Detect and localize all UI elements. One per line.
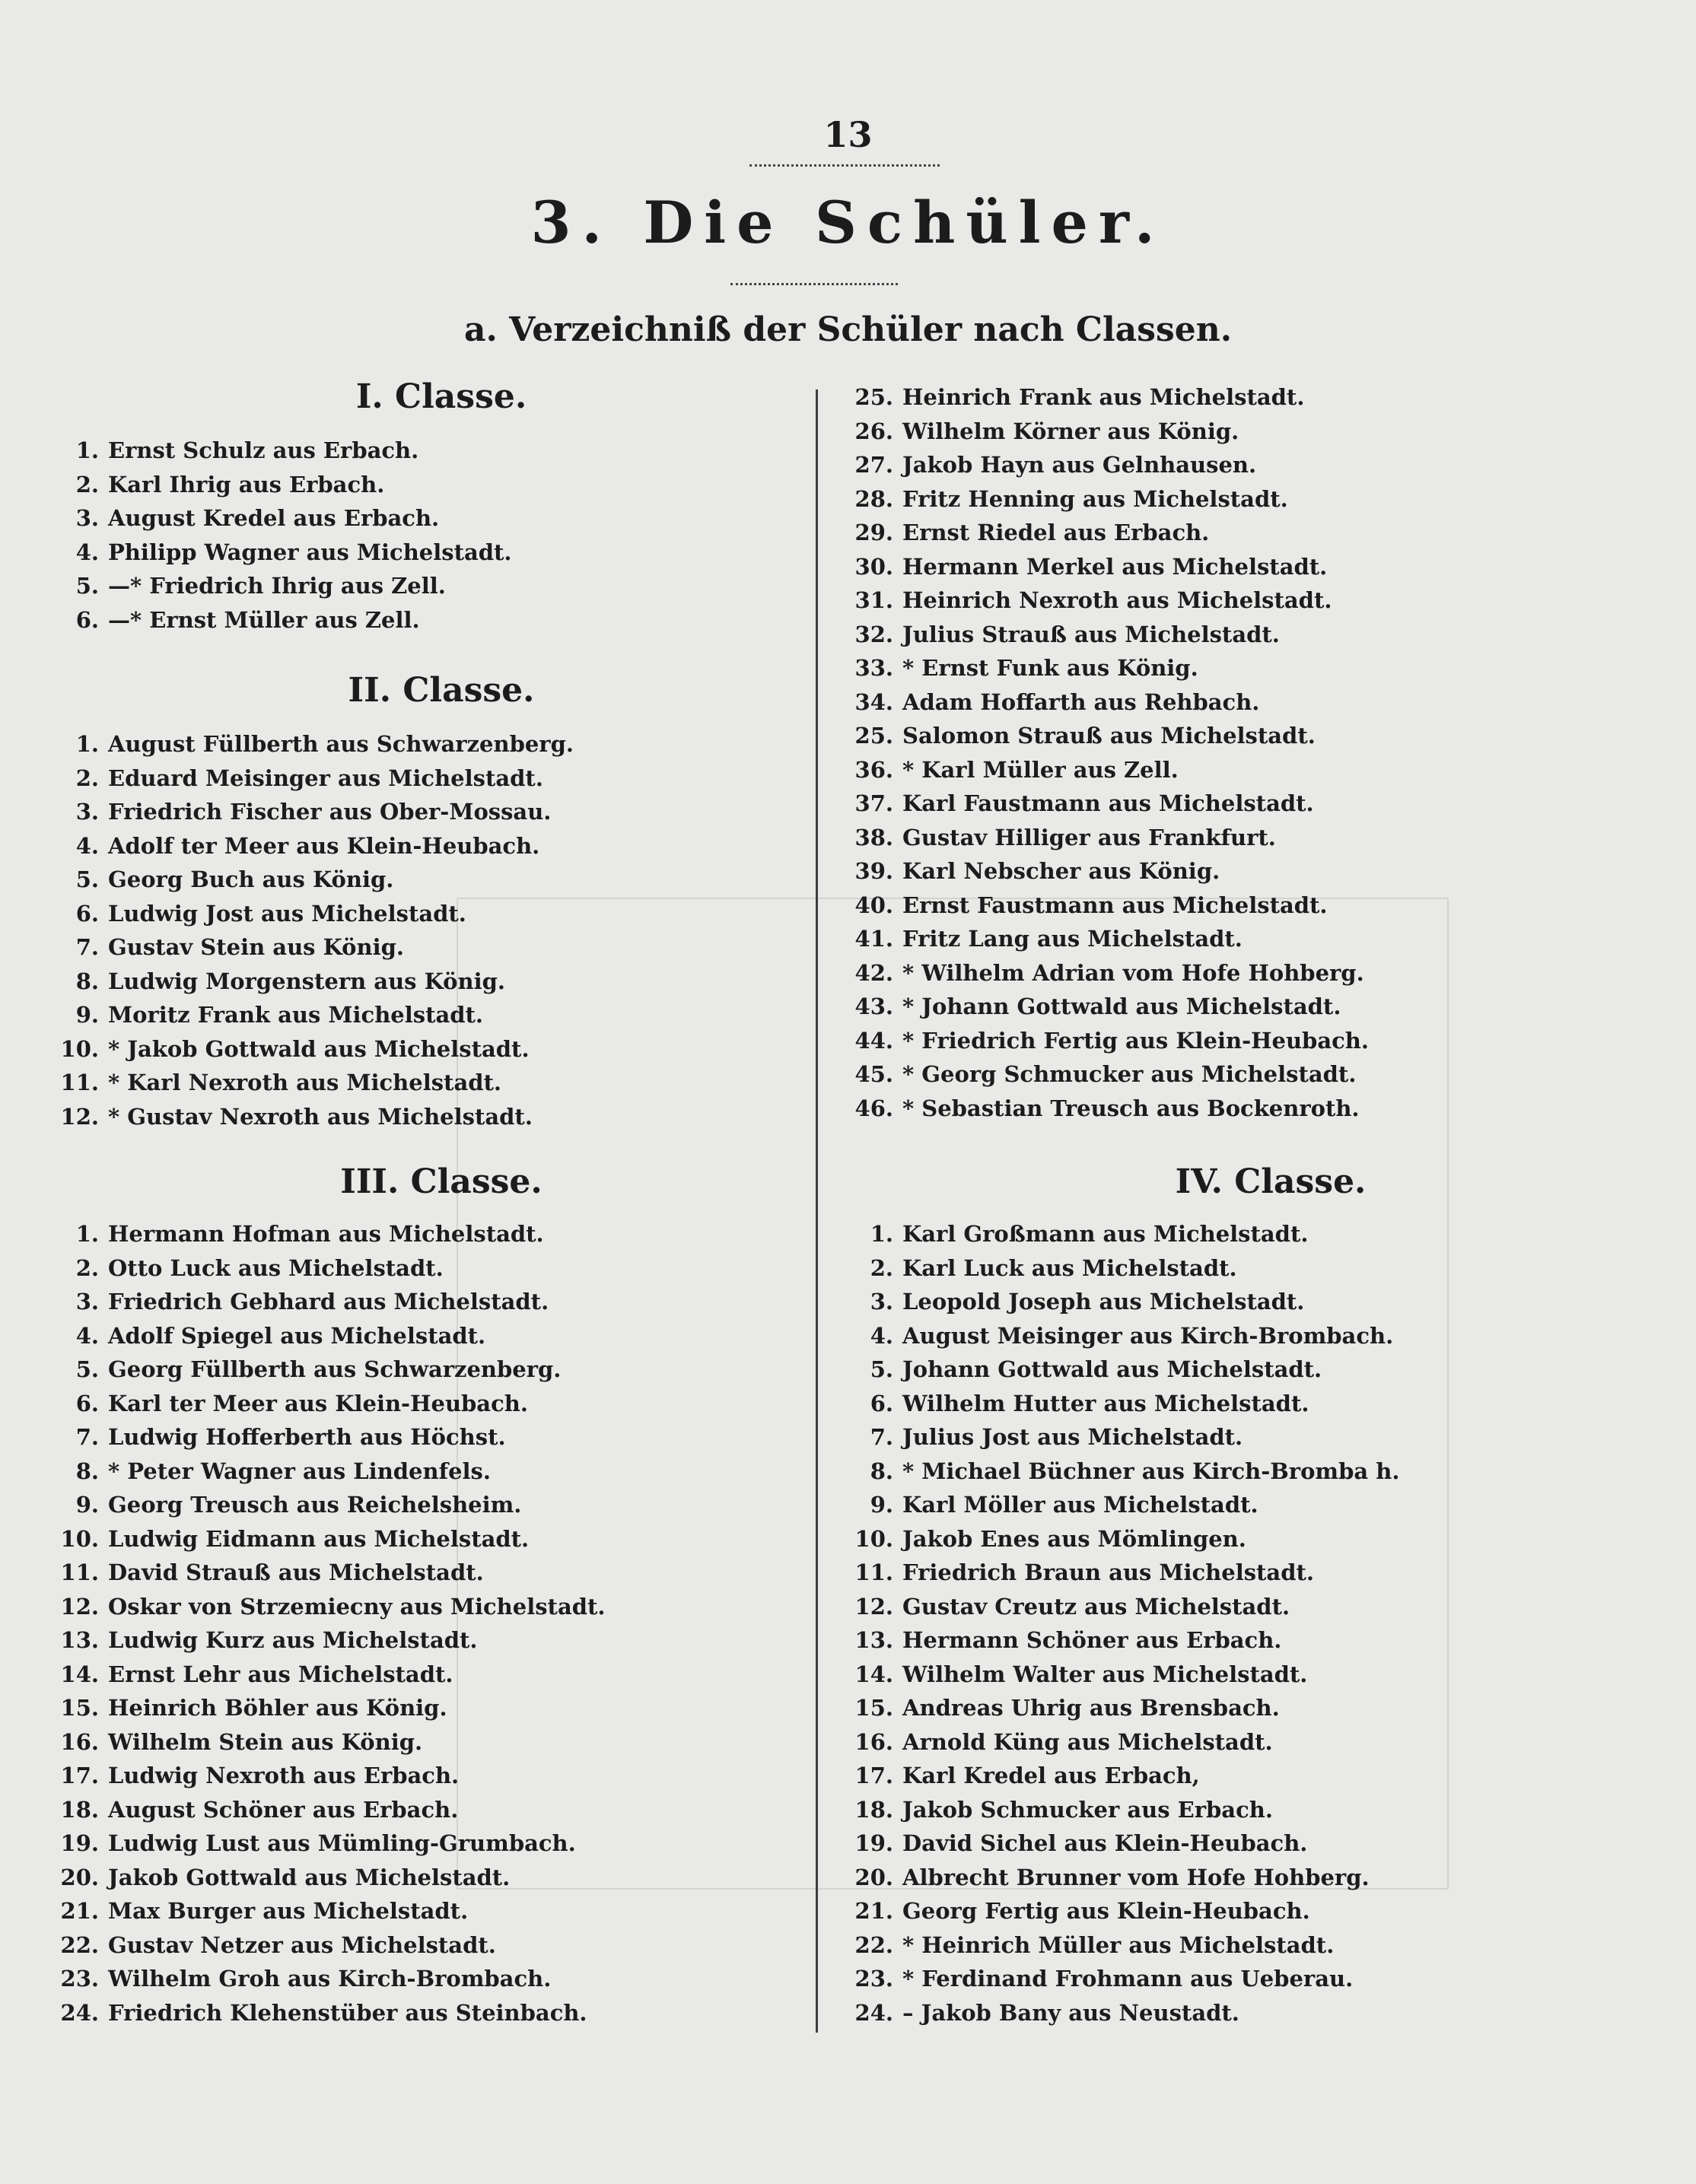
entry-number: 2. (75, 765, 99, 791)
student-entry (58, 1590, 606, 1624)
entry-number: 9. (75, 1492, 99, 1518)
student-name: Karl Nebscher aus König. (902, 858, 1220, 884)
student-entry (58, 829, 574, 863)
student-entry (58, 1928, 606, 1963)
entry-number: 19. (854, 1830, 893, 1856)
student-entry (58, 795, 574, 829)
student-entry (852, 1928, 1399, 1963)
student-entry (58, 1658, 606, 1692)
student-entry (58, 1353, 606, 1387)
class-1-list (58, 434, 512, 637)
student-name: Adolf Spiegel aus Michelstadt. (108, 1322, 486, 1349)
student-entry (852, 1057, 1369, 1092)
student-name: Hermann Merkel aus Michelstadt. (902, 553, 1328, 580)
student-name: David Strauß aus Michelstadt. (108, 1559, 484, 1585)
student-entry (58, 1759, 606, 1793)
student-entry (58, 1100, 574, 1134)
student-name: Georg Buch aus König. (108, 866, 394, 892)
student-name: Max Burger aus Michelstadt. (108, 1898, 469, 1924)
entry-number: 41. (854, 926, 893, 952)
student-name: Georg Fertig aus Klein-Heubach. (902, 1898, 1310, 1924)
student-entry (852, 1285, 1399, 1319)
student-entry (58, 1962, 606, 1996)
entry-number: 1. (870, 1221, 893, 1247)
student-name: Ludwig Kurz aus Michelstadt. (108, 1627, 478, 1653)
student-entry (852, 583, 1369, 618)
entry-number: 7. (870, 1424, 893, 1450)
student-name: Heinrich Frank aus Michelstadt. (902, 384, 1305, 410)
student-name: Friedrich Fischer aus Ober-Mossau. (108, 799, 552, 825)
student-name: * Jakob Gottwald aus Michelstadt. (108, 1035, 530, 1062)
student-entry (852, 1894, 1399, 1928)
entry-number: 1. (75, 1221, 99, 1247)
student-entry (58, 1826, 606, 1861)
student-entry (852, 651, 1369, 685)
student-entry (852, 1319, 1399, 1353)
entry-number: 12. (60, 1593, 99, 1620)
student-name: Adolf ter Meer aus Klein-Heubach. (108, 832, 540, 859)
student-entry (58, 1691, 606, 1725)
student-entry (852, 1861, 1399, 1895)
student-name: Wilhelm Hutter aus Michelstadt. (902, 1390, 1309, 1416)
student-name: Wilhelm Körner aus König. (902, 418, 1239, 444)
entry-number: 3. (870, 1289, 893, 1315)
entry-number: 23. (60, 1966, 99, 1992)
entry-number: 2. (75, 1254, 99, 1281)
student-entry (852, 1251, 1399, 1286)
student-entry (852, 854, 1369, 889)
entry-number: 44. (854, 1027, 893, 1054)
student-entry (852, 1488, 1399, 1522)
entry-number: 6. (75, 606, 99, 633)
student-entry (852, 685, 1369, 720)
class-heading-4: IV. Classe. (1175, 1162, 1367, 1201)
student-name: Julius Strauß aus Michelstadt. (902, 621, 1280, 647)
student-entry (58, 863, 574, 897)
student-entry (58, 1623, 606, 1658)
entry-number: 2. (75, 471, 99, 498)
entry-number: 8. (75, 1458, 99, 1484)
student-entry (58, 434, 512, 468)
student-entry (852, 922, 1369, 956)
student-entry (852, 1996, 1399, 2030)
entry-number: 9. (75, 1002, 99, 1028)
page-number: 13 (823, 114, 873, 155)
entry-number: 11. (60, 1070, 99, 1095)
student-entry (58, 1556, 606, 1590)
entry-number: 20. (60, 1864, 99, 1890)
student-name: Friedrich Gebhard aus Michelstadt. (108, 1289, 549, 1315)
entry-number: 5. (870, 1356, 893, 1382)
class-3-list (58, 1217, 606, 2030)
student-name: Karl Kredel aus Erbach, (902, 1763, 1200, 1788)
student-entry (58, 998, 574, 1032)
entry-number: 12. (854, 1593, 893, 1620)
student-name: Eduard Meisinger aus Michelstadt. (108, 765, 543, 791)
student-name: Otto Luck aus Michelstadt. (108, 1254, 444, 1281)
class-heading-2: II. Classe. (348, 671, 535, 710)
student-name: * Karl Müller aus Zell. (902, 756, 1179, 783)
class-heading-1: I. Classe. (355, 377, 527, 416)
student-entry (852, 1658, 1399, 1692)
entry-number: 10. (60, 1035, 99, 1062)
student-entry (58, 1217, 606, 1251)
student-name: * Karl Nexroth aus Michelstadt. (108, 1070, 502, 1095)
student-name: Friedrich Braun aus Michelstadt. (902, 1559, 1314, 1585)
student-entry (58, 1319, 606, 1353)
entry-number: 39. (854, 858, 893, 884)
entry-number: 11. (60, 1559, 99, 1585)
student-name: Andreas Uhrig aus Brensbach. (902, 1695, 1280, 1721)
entry-number: 4. (870, 1322, 893, 1349)
student-entry (852, 889, 1369, 923)
student-entry (58, 1894, 606, 1928)
student-entry (58, 1725, 606, 1760)
student-entry (58, 930, 574, 965)
student-name: Hermann Schöner aus Erbach. (902, 1627, 1282, 1653)
student-name: —* Ernst Müller aus Zell. (108, 606, 420, 633)
entry-number: 25. (854, 384, 893, 410)
entry-number: 12. (60, 1103, 99, 1130)
student-name: Ernst Faustmann aus Michelstadt. (902, 892, 1328, 918)
student-entry (852, 380, 1369, 415)
student-entry (58, 536, 512, 570)
page-number-ornament (749, 157, 940, 167)
student-entry (58, 727, 574, 761)
entry-number: 8. (870, 1458, 893, 1484)
student-name: Georg Füllberth aus Schwarzenberg. (108, 1356, 562, 1382)
student-name: Heinrich Böhler aus König. (108, 1695, 447, 1721)
student-entry (852, 956, 1369, 990)
entry-number: 42. (854, 959, 893, 986)
entry-number: 8. (75, 968, 99, 994)
student-name: – Jakob Bany aus Neustadt. (902, 1999, 1239, 2026)
entry-number: 36. (854, 756, 893, 783)
student-name: August Kredel aus Erbach. (108, 505, 440, 531)
entry-number: 30. (854, 553, 893, 580)
student-name: Arnold Küng aus Michelstadt. (902, 1728, 1273, 1755)
student-name: * Friedrich Fertig aus Klein-Heubach. (902, 1027, 1369, 1054)
student-entry (58, 1032, 574, 1067)
entry-number: 22. (854, 1931, 893, 1958)
column-divider (816, 389, 818, 2033)
student-entry (58, 501, 512, 536)
entry-number: 29. (854, 520, 893, 545)
entry-number: 20. (854, 1864, 893, 1890)
entry-number: 13. (60, 1627, 99, 1653)
class-2-list (58, 727, 574, 1133)
entry-number: 43. (854, 993, 893, 1019)
student-name: Karl Großmann aus Michelstadt. (902, 1221, 1309, 1247)
student-entry (852, 1962, 1399, 1996)
student-entry (58, 1793, 606, 1827)
student-entry (852, 1623, 1399, 1658)
entry-number: 5. (75, 866, 99, 892)
student-entry (58, 965, 574, 999)
entry-number: 4. (75, 539, 99, 565)
entry-number: 16. (60, 1728, 99, 1755)
student-name: Karl Faustmann aus Michelstadt. (902, 790, 1314, 816)
student-name: * Johann Gottwald aus Michelstadt. (902, 993, 1341, 1019)
student-entry (852, 1387, 1399, 1421)
entry-number: 14. (854, 1661, 893, 1687)
student-name: Karl Möller aus Michelstadt. (902, 1492, 1258, 1518)
student-entry (852, 1454, 1399, 1489)
student-entry (58, 897, 574, 931)
student-name: Ludwig Eidmann aus Michelstadt. (108, 1525, 530, 1552)
entry-number: 24. (60, 1999, 99, 2026)
student-entry (852, 719, 1369, 753)
student-name: Jakob Hayn aus Gelnhausen. (902, 452, 1257, 478)
student-name: Wilhelm Groh aus Kirch-Brombach. (108, 1966, 552, 1992)
student-entry (852, 1217, 1399, 1251)
entry-number: 22. (60, 1931, 99, 1958)
entry-number: 4. (75, 832, 99, 859)
student-name: * Ernst Funk aus König. (902, 655, 1198, 681)
student-name: Friedrich Klehenstüber aus Steinbach. (108, 1999, 587, 2026)
entry-number: 23. (854, 1966, 893, 1992)
entry-number: 10. (854, 1525, 893, 1552)
entry-number: 18. (60, 1796, 99, 1823)
student-entry (852, 1522, 1399, 1556)
student-name: Moritz Frank aus Michelstadt. (108, 1002, 484, 1028)
student-entry (852, 1793, 1399, 1827)
student-entry (58, 761, 574, 796)
student-name: Fritz Henning aus Michelstadt. (902, 485, 1288, 512)
entry-number: 3. (75, 1289, 99, 1315)
student-entry (852, 1092, 1369, 1126)
student-entry (58, 1488, 606, 1522)
student-name: Adam Hoffarth aus Rehbach. (902, 688, 1260, 715)
student-name: Wilhelm Stein aus König. (108, 1728, 423, 1755)
entry-number: 14. (60, 1661, 99, 1687)
student-entry (852, 990, 1369, 1024)
class-4-list (852, 1217, 1399, 2030)
student-name: Gustav Creutz aus Michelstadt. (902, 1593, 1290, 1620)
student-name: Ludwig Nexroth aus Erbach. (108, 1763, 460, 1788)
student-name: Karl Ihrig aus Erbach. (108, 471, 385, 498)
student-name: Jakob Schmucker aus Erbach. (902, 1796, 1273, 1823)
student-name: * Wilhelm Adrian vom Hofe Hohberg. (902, 959, 1364, 986)
entry-number: 4. (75, 1322, 99, 1349)
student-entry (852, 415, 1369, 449)
entry-number: 6. (870, 1390, 893, 1416)
entry-number: 1. (75, 731, 99, 757)
student-entry (852, 516, 1369, 550)
student-name: * Sebastian Treusch aus Bockenroth. (902, 1095, 1360, 1121)
student-name: David Sichel aus Klein-Heubach. (902, 1830, 1308, 1856)
student-name: * Georg Schmucker aus Michelstadt. (902, 1061, 1357, 1087)
student-entry (852, 1691, 1399, 1725)
student-entry (852, 1725, 1399, 1760)
student-name: Ernst Riedel aus Erbach. (902, 520, 1210, 545)
student-entry (58, 569, 512, 603)
student-entry (852, 787, 1369, 821)
entry-number: 45. (854, 1061, 893, 1087)
student-name: Ludwig Jost aus Michelstadt. (108, 900, 466, 927)
entry-number: 26. (854, 418, 893, 444)
student-name: Wilhelm Walter aus Michelstadt. (902, 1661, 1308, 1687)
entry-number: 40. (854, 892, 893, 918)
student-name: Georg Treusch aus Reichelsheim. (108, 1492, 522, 1518)
student-name: Gustav Hilliger aus Frankfurt. (902, 824, 1276, 850)
student-entry (58, 1066, 574, 1100)
student-name: * Michael Büchner aus Kirch-Bromba h. (902, 1458, 1400, 1484)
student-name: Heinrich Nexroth aus Michelstadt. (902, 587, 1332, 613)
student-entry (58, 1420, 606, 1454)
entry-number: 10. (60, 1525, 99, 1552)
section-title: 3. Die Schüler. (530, 189, 1166, 256)
title-ornament (730, 275, 898, 285)
student-entry (58, 603, 512, 637)
student-entry (852, 618, 1369, 652)
student-name: * Gustav Nexroth aus Michelstadt. (108, 1103, 533, 1130)
student-entry (852, 1353, 1399, 1387)
student-entry (852, 1759, 1399, 1793)
entry-number: 15. (854, 1695, 893, 1721)
entry-number: 37. (854, 790, 893, 816)
entry-number: 31. (854, 587, 893, 613)
entry-number: 7. (75, 934, 99, 960)
entry-number: 21. (60, 1898, 99, 1924)
entry-number: 7. (75, 1424, 99, 1450)
student-entry (58, 1387, 606, 1421)
student-name: * Peter Wagner aus Lindenfels. (108, 1458, 491, 1484)
student-name: Ludwig Morgenstern aus König. (108, 968, 505, 994)
entry-number: 3. (75, 505, 99, 531)
student-entry (58, 468, 512, 502)
student-name: * Ferdinand Frohmann aus Ueberau. (902, 1966, 1354, 1992)
student-name: * Heinrich Müller aus Michelstadt. (902, 1931, 1335, 1958)
student-name: Ludwig Hofferberth aus Höchst. (108, 1424, 506, 1450)
entry-number: 25. (854, 723, 893, 749)
student-name: August Schöner aus Erbach. (108, 1796, 459, 1823)
student-entry (58, 1522, 606, 1556)
entry-number: 15. (60, 1695, 99, 1721)
student-entry (58, 1861, 606, 1895)
entry-number: 27. (854, 452, 893, 478)
student-name: Philipp Wagner aus Michelstadt. (108, 539, 512, 565)
entry-number: 5. (75, 573, 99, 599)
student-name: Julius Jost aus Michelstadt. (902, 1424, 1243, 1450)
student-entry (852, 1024, 1369, 1058)
student-entry (58, 1996, 606, 2030)
student-name: Karl Luck aus Michelstadt. (902, 1254, 1237, 1281)
student-name: Fritz Lang aus Michelstadt. (902, 926, 1243, 952)
student-name: Gustav Netzer aus Michelstadt. (108, 1931, 496, 1958)
student-name: August Füllberth aus Schwarzenberg. (108, 731, 574, 757)
section-subtitle: a. Verzeichniß der Schüler nach Classen. (463, 310, 1233, 349)
student-name: Leopold Joseph aus Michelstadt. (902, 1289, 1305, 1315)
entry-number: 5. (75, 1356, 99, 1382)
student-name: Albrecht Brunner vom Hofe Hohberg. (902, 1864, 1370, 1890)
student-entry (852, 821, 1369, 855)
entry-number: 46. (854, 1095, 893, 1121)
entry-number: 2. (870, 1254, 893, 1281)
entry-number: 16. (854, 1728, 893, 1755)
entry-number: 38. (854, 824, 893, 850)
entry-number: 6. (75, 1390, 99, 1416)
student-name: Ernst Lehr aus Michelstadt. (108, 1661, 453, 1687)
student-name: Jakob Gottwald aus Michelstadt. (108, 1864, 511, 1890)
student-entry (58, 1285, 606, 1319)
student-name: Karl ter Meer aus Klein-Heubach. (108, 1390, 528, 1416)
entry-number: 17. (854, 1763, 893, 1788)
entry-number: 19. (60, 1830, 99, 1856)
student-name: Hermann Hofman aus Michelstadt. (108, 1221, 544, 1247)
student-entry (852, 482, 1369, 517)
entry-number: 32. (854, 621, 893, 647)
student-entry (58, 1251, 606, 1286)
entry-number: 21. (854, 1898, 893, 1924)
entry-number: 1. (75, 437, 99, 463)
student-name: Jakob Enes aus Mömlingen. (902, 1525, 1246, 1552)
student-entry (852, 1420, 1399, 1454)
student-entry (852, 550, 1369, 584)
student-entry (852, 448, 1369, 482)
class-heading-3: III. Classe. (340, 1162, 543, 1201)
entry-number: 6. (75, 900, 99, 927)
entry-number: 24. (854, 1999, 893, 2026)
entry-number: 18. (854, 1796, 893, 1823)
class-3-list-continued (852, 380, 1369, 1125)
entry-number: 28. (854, 485, 893, 512)
entry-number: 17. (60, 1763, 99, 1788)
student-name: Ludwig Lust aus Mümling-Grumbach. (108, 1830, 576, 1856)
entry-number: 34. (854, 688, 893, 715)
student-name: Ernst Schulz aus Erbach. (108, 437, 419, 463)
student-name: —* Friedrich Ihrig aus Zell. (108, 573, 446, 599)
entry-number: 33. (854, 655, 893, 681)
student-name: Gustav Stein aus König. (108, 934, 404, 960)
student-entry (852, 1556, 1399, 1590)
entry-number: 3. (75, 799, 99, 825)
student-entry (852, 753, 1369, 787)
student-name: Salomon Strauß aus Michelstadt. (902, 723, 1316, 749)
student-entry (852, 1590, 1399, 1624)
student-name: Oskar von Strzemiecny aus Michelstadt. (108, 1593, 606, 1620)
entry-number: 13. (854, 1627, 893, 1653)
entry-number: 9. (870, 1492, 893, 1518)
student-name: August Meisinger aus Kirch-Brombach. (902, 1322, 1394, 1349)
student-name: Johann Gottwald aus Michelstadt. (902, 1356, 1322, 1382)
student-entry (58, 1454, 606, 1489)
entry-number: 11. (854, 1559, 893, 1585)
student-entry (852, 1826, 1399, 1861)
